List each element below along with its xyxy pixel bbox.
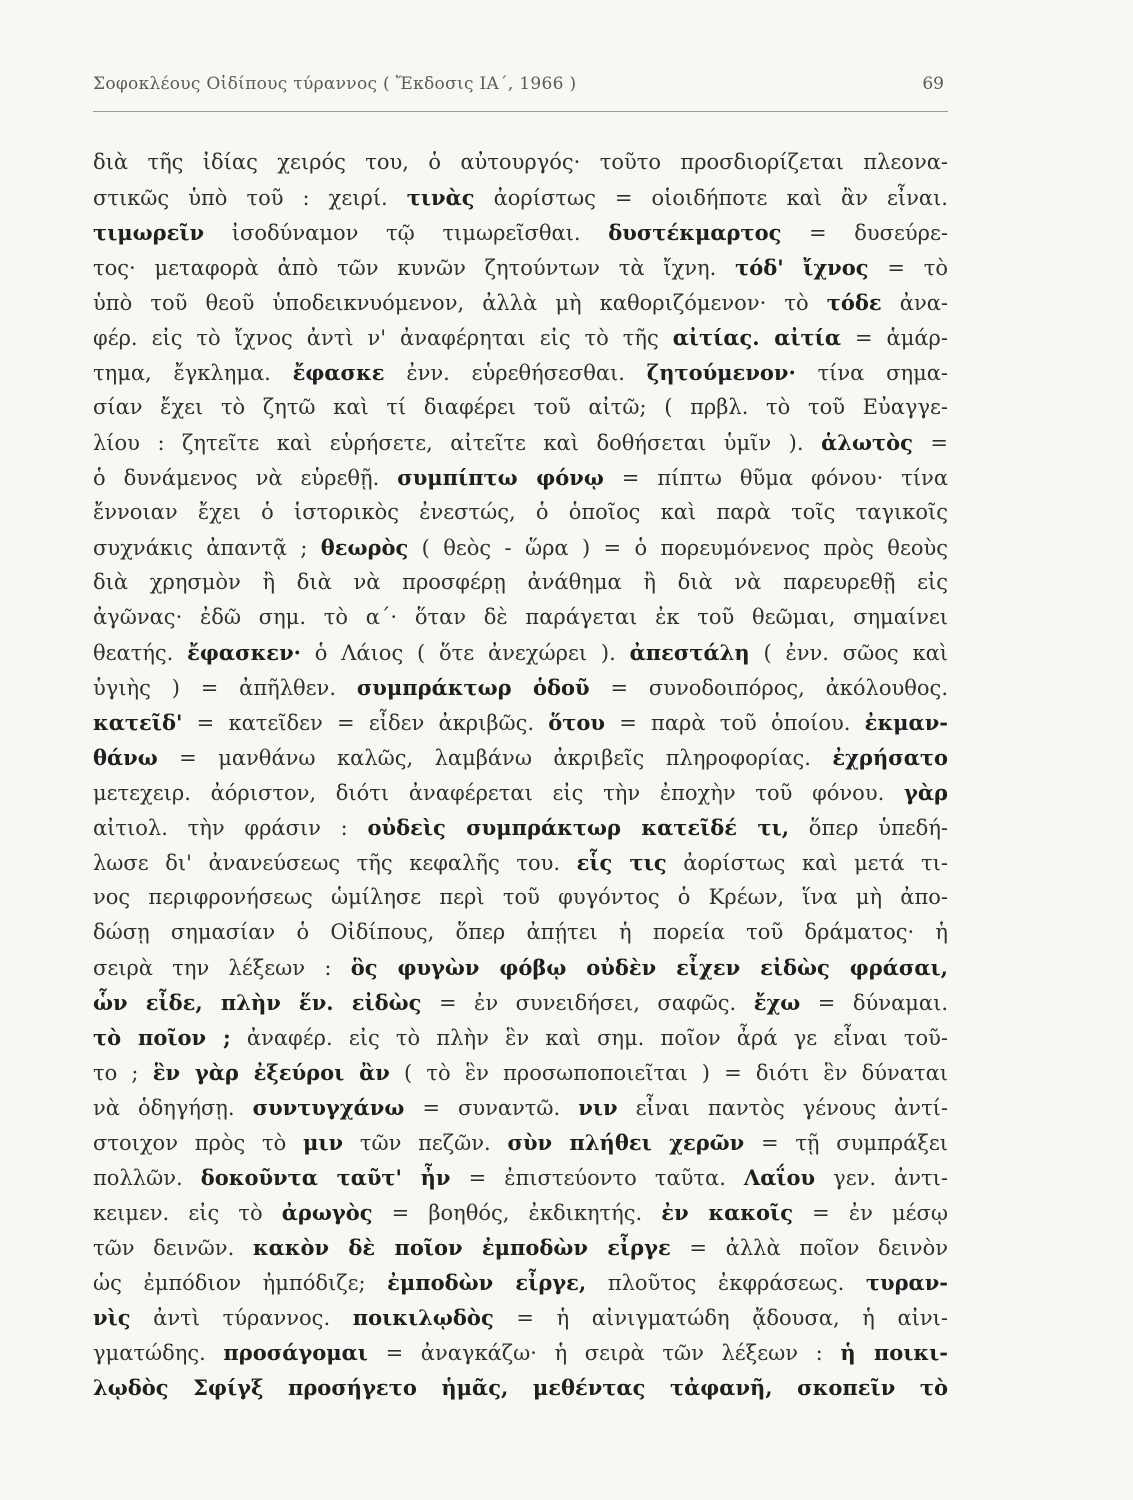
commentary-text: [93, 145, 948, 1405]
text-line: [93, 1195, 948, 1230]
text-segment: = ἁμάρ-: [841, 326, 948, 350]
text-line: [93, 495, 948, 530]
bold-term: ἐχρήσατο: [832, 745, 948, 770]
text-segment: = βοηθός, ἐκδικητής.: [372, 1201, 662, 1225]
text-segment: = δυσεύρε-: [781, 221, 948, 245]
bold-term: ἔχω: [753, 990, 801, 1015]
text-segment: δώσῃ σημασίαν ὁ Οἰδίπους, ὅπερ ἀπῄτει ἡ πορεία τοῦ δράματος· ἡ: [93, 920, 948, 944]
bold-term: ἐν κακοῖς: [661, 1200, 793, 1225]
text-line: [93, 705, 948, 740]
bold-term: ἀρωγὸς: [281, 1200, 373, 1225]
text-segment: το ;: [93, 1061, 153, 1085]
text-line: [93, 1125, 948, 1160]
text-segment: ἀγῶνας· ἐδῶ σημ. τὸ α΄· ὅταν δὲ παράγεται ἐκ τοῦ θεῶμαι, σημαίνει: [93, 605, 948, 629]
text-segment: ἰσοδύναμον τῷ τιμωρεῖσθαι.: [204, 221, 609, 245]
bold-term: Λαΐου: [743, 1165, 816, 1190]
bold-term: τὸ ποῖον ;: [93, 1025, 231, 1050]
text-segment: = συνοδοιπόρος, ἀκόλουθος.: [589, 676, 948, 700]
bold-term: συντυγχάνω: [252, 1095, 405, 1120]
bold-term: ὅτου: [548, 710, 605, 735]
bold-term: τυραν-: [865, 1270, 949, 1295]
text-segment: τος· μεταφορὰ ἀπὸ τῶν κυνῶν ζητούντων τὰ ἴχνη.: [93, 256, 736, 280]
bold-term: δοκοῦντα ταῦτ' ἦν: [200, 1165, 451, 1190]
text-line: [93, 355, 948, 390]
text-segment: = τὸ: [868, 256, 948, 280]
text-line: [93, 145, 948, 180]
text-line: [93, 530, 948, 565]
text-segment: διὰ χρησμὸν ἢ διὰ νὰ προσφέρῃ ἀνάθημα ἢ διὰ νὰ παρευρεθῇ εἰς: [93, 570, 948, 594]
bold-term: νὶς: [93, 1305, 131, 1330]
text-segment: νος περιφρονήσεως ὡμίλησε περὶ τοῦ φυγόντος ὁ Κρέων, ἵνα μὴ ἀπο-: [93, 885, 948, 909]
text-segment: μετεχειρ. ἀόριστον, διότι ἀναφέρεται εἰς τὴν ἐποχὴν τοῦ φόνου.: [93, 781, 904, 805]
text-line: [93, 180, 948, 215]
text-line: [93, 670, 948, 705]
text-segment: νὰ ὁδηγήσῃ.: [93, 1096, 253, 1120]
text-line: [93, 880, 948, 915]
bold-term: ἡ ποικι-: [840, 1340, 948, 1365]
bold-term: οὐδεὶς συμπράκτωρ κατεῖδέ τι,: [367, 815, 790, 840]
text-segment: τίνα σημα-: [795, 361, 948, 385]
bold-term: σὺν πλήθει χερῶν: [507, 1130, 745, 1155]
text-line: [93, 1335, 948, 1370]
text-line: [93, 1055, 948, 1090]
bold-term: νιν: [578, 1095, 618, 1120]
text-segment: ὅπερ ὑπεδή-: [789, 816, 948, 840]
bold-term: ἐμποδὼν εἶργε,: [387, 1270, 587, 1295]
bold-term: εἷς τις: [576, 850, 667, 875]
text-segment: τῶν πεζῶν.: [343, 1131, 508, 1155]
text-segment: ἔννοιαν ἔχει ὁ ἱστορικὸς ἐνεστώς, ὁ ὁποῖος καὶ παρὰ τοῖς ταγικοῖς: [93, 500, 948, 524]
text-segment: =: [912, 431, 948, 455]
text-segment: στοιχον πρὸς τὸ: [93, 1131, 303, 1155]
text-line: [93, 320, 948, 355]
text-line: [93, 1370, 948, 1405]
text-segment: τῶν δεινῶν.: [93, 1236, 253, 1260]
bold-term: ἀπεστάλη: [629, 640, 750, 665]
bold-term: ἐκμαν-: [864, 710, 948, 735]
text-line: [93, 215, 948, 250]
bold-term: κακὸν δὲ ποῖον ἐμποδὼν εἶργε: [252, 1235, 671, 1260]
bold-term: ἓν γὰρ ἐξεύροι ἂν: [152, 1060, 390, 1085]
text-segment: φέρ. εἰς τὸ ἴχνος ἀντὶ ν' ἀναφέρηται εἰς τὸ τῆς: [93, 326, 673, 350]
bold-term: ὃς φυγὼν φόβῳ οὐδὲν εἶχεν εἰδὼς φράσαι,: [350, 955, 948, 980]
text-line: [93, 460, 948, 495]
text-segment: = δύναμαι.: [800, 991, 948, 1015]
text-segment: στικῶς ὑπὸ τοῦ : χειρί.: [93, 186, 407, 210]
text-segment: ὑπὸ τοῦ θεοῦ ὑποδεικνυόμενον, ἀλλὰ μὴ καθοριζόμενον· τὸ: [93, 291, 827, 315]
text-segment: ὁ δυνάμενος νὰ εὑρεθῇ.: [93, 466, 398, 490]
running-header: [93, 74, 948, 102]
running-header-title: Σοφοκλέους Οἰδίπους τύραννος ( Ἔκδοσις ΙΑ΄, 1966 ): [93, 74, 577, 94]
bold-term: συμπίπτω φόνῳ: [397, 465, 604, 490]
text-segment: ( τὸ ἓν προσωποποιεῖται ) = διότι ἓν δύναται: [389, 1061, 949, 1085]
page-number: 69: [922, 74, 944, 94]
text-line: [93, 950, 948, 985]
text-segment: ἀντὶ τύραννος.: [130, 1306, 353, 1330]
text-segment: πλοῦτος ἐκφράσεως.: [586, 1271, 866, 1295]
bold-term: δυστέκμαρτος: [608, 220, 782, 245]
bold-term: θάνω: [93, 745, 158, 770]
bold-term: αἰτίας. αἰτία: [672, 325, 841, 350]
text-segment: εἶναι παντὸς γένους ἀντί-: [617, 1096, 949, 1120]
bold-term: ἁλωτὸς: [821, 430, 913, 455]
text-line: [93, 985, 948, 1020]
text-segment: λίου : ζητεῖτε καὶ εὑρήσετε, αἰτεῖτε καὶ δοθήσεται ὑμῖν ).: [93, 431, 822, 455]
text-segment: ἀναφέρ. εἰς τὸ πλὴν ἓν καὶ σημ. ποῖον ἆρά γε εἶναι τοῦ-: [230, 1026, 948, 1050]
text-segment: = ἐπιστεύοντο ταῦτα.: [450, 1166, 744, 1190]
text-line: [93, 845, 948, 880]
bold-term: ζητούμενον·: [646, 360, 796, 385]
bold-term: λῳδὸς Σφίγξ προσήγετο ἡμᾶς, μεθέντας τἀφανῆ, σκοπεῖν τὸ: [93, 1375, 948, 1400]
text-segment: διὰ τῆς ἰδίας χειρός του, ὁ αὐτουργός· τοῦτο προσδιορίζεται πλεονα-: [93, 150, 948, 174]
text-segment: = ἡ αἰνιγματώδη ᾄδουσα, ἡ αἰνι-: [493, 1306, 948, 1330]
text-segment: = ἐν συνειδήσει, σαφῶς.: [421, 991, 754, 1015]
bold-term: ἔφασκε: [292, 360, 385, 385]
text-line: [93, 1265, 948, 1300]
text-line: [93, 1230, 948, 1265]
text-segment: ἐνν. εὑρεθήσεσθαι.: [384, 361, 647, 385]
bold-term: τιμωρεῖν: [93, 220, 205, 245]
text-segment: συχνάκις ἀπαντᾷ ;: [93, 536, 321, 560]
bold-term: τόδ' ἴχνος: [735, 255, 869, 280]
text-line: [93, 425, 948, 460]
text-segment: ( θεὸς - ὥρα ) = ὁ πορευμόνενος πρὸς θεοὺς: [408, 536, 948, 560]
bold-term: τόδε: [826, 290, 882, 315]
text-segment: = συναντῶ.: [404, 1096, 579, 1120]
text-line: [93, 250, 948, 285]
text-segment: σειρὰ την λέξεων :: [93, 956, 351, 980]
text-segment: = ἀλλὰ ποῖον δεινὸν: [670, 1236, 948, 1260]
text-segment: ὡς ἐμπόδιον ἠμπόδιζε;: [93, 1271, 388, 1295]
text-line: [93, 635, 948, 670]
text-segment: θεατής.: [93, 641, 188, 665]
text-line: [93, 1160, 948, 1195]
text-segment: ἀορίστως καὶ μετά τι-: [666, 851, 948, 875]
text-line: [93, 390, 948, 425]
text-segment: = παρὰ τοῦ ὁποίου.: [605, 711, 865, 735]
bold-term: προσάγομαι: [223, 1340, 368, 1365]
text-segment: = μανθάνω καλῶς, λαμβάνω ἀκριβεῖς πληροφορίας.: [157, 746, 833, 770]
bold-term: συμπράκτωρ ὁδοῦ: [356, 675, 590, 700]
text-segment: = ἀναγκάζω· ἡ σειρὰ τῶν λέξεων :: [367, 1341, 841, 1365]
text-segment: γεν. ἀντι-: [815, 1166, 948, 1190]
text-segment: σίαν ἔχει τὸ ζητῶ καὶ τί διαφέρει τοῦ αἰτῶ; ( πρβλ. τὸ τοῦ Εὐαγγε-: [93, 395, 948, 419]
bold-term: ποικιλῳδὸς: [352, 1305, 494, 1330]
text-segment: ὑγιὴς ) = ἀπῆλθεν.: [93, 676, 357, 700]
text-segment: = πίπτω θῦμα φόνου· τίνα: [603, 466, 948, 490]
text-line: [93, 1090, 948, 1125]
text-line: [93, 1020, 948, 1055]
text-line: [93, 740, 948, 775]
text-segment: λωσε δι' ἀνανεύσεως τῆς κεφαλῆς του.: [93, 851, 577, 875]
bold-term: θεωρὸς: [320, 535, 409, 560]
text-segment: ἀνα-: [881, 291, 949, 315]
text-segment: κειμεν. εἰς τὸ: [93, 1201, 282, 1225]
text-line: [93, 915, 948, 950]
text-segment: αἰτιολ. τὴν φράσιν :: [93, 816, 368, 840]
text-segment: ἀορίστως = οἱοιδήποτε καὶ ἂν εἶναι.: [474, 186, 948, 210]
text-segment: γματώδης.: [93, 1341, 224, 1365]
bold-term: κατεῖδ': [93, 710, 183, 735]
text-line: [93, 285, 948, 320]
text-line: [93, 775, 948, 810]
header-rule: [93, 111, 948, 112]
text-segment: τημα, ἔγκλημα.: [93, 361, 293, 385]
text-segment: ( ἐνν. σῶος καὶ: [749, 641, 948, 665]
text-segment: = ἐν μέσῳ: [793, 1201, 948, 1225]
bold-term: γὰρ: [904, 780, 948, 805]
text-segment: ὁ Λάιος ( ὅτε ἀνεχώρει ).: [300, 641, 630, 665]
bold-term: ἔφασκεν·: [187, 640, 301, 665]
text-line: [93, 565, 948, 600]
bold-term: τινὰς: [406, 185, 475, 210]
text-line: [93, 810, 948, 845]
text-line: [93, 1300, 948, 1335]
bold-term: μιν: [303, 1130, 344, 1155]
text-line: [93, 600, 948, 635]
text-segment: = τῇ συμπράξει: [744, 1131, 949, 1155]
text-segment: = κατεῖδεν = εἶδεν ἀκριβῶς.: [182, 711, 549, 735]
bold-term: ὧν εἶδε, πλὴν ἕν. εἰδὼς: [93, 990, 422, 1015]
text-segment: πολλῶν.: [93, 1166, 201, 1190]
